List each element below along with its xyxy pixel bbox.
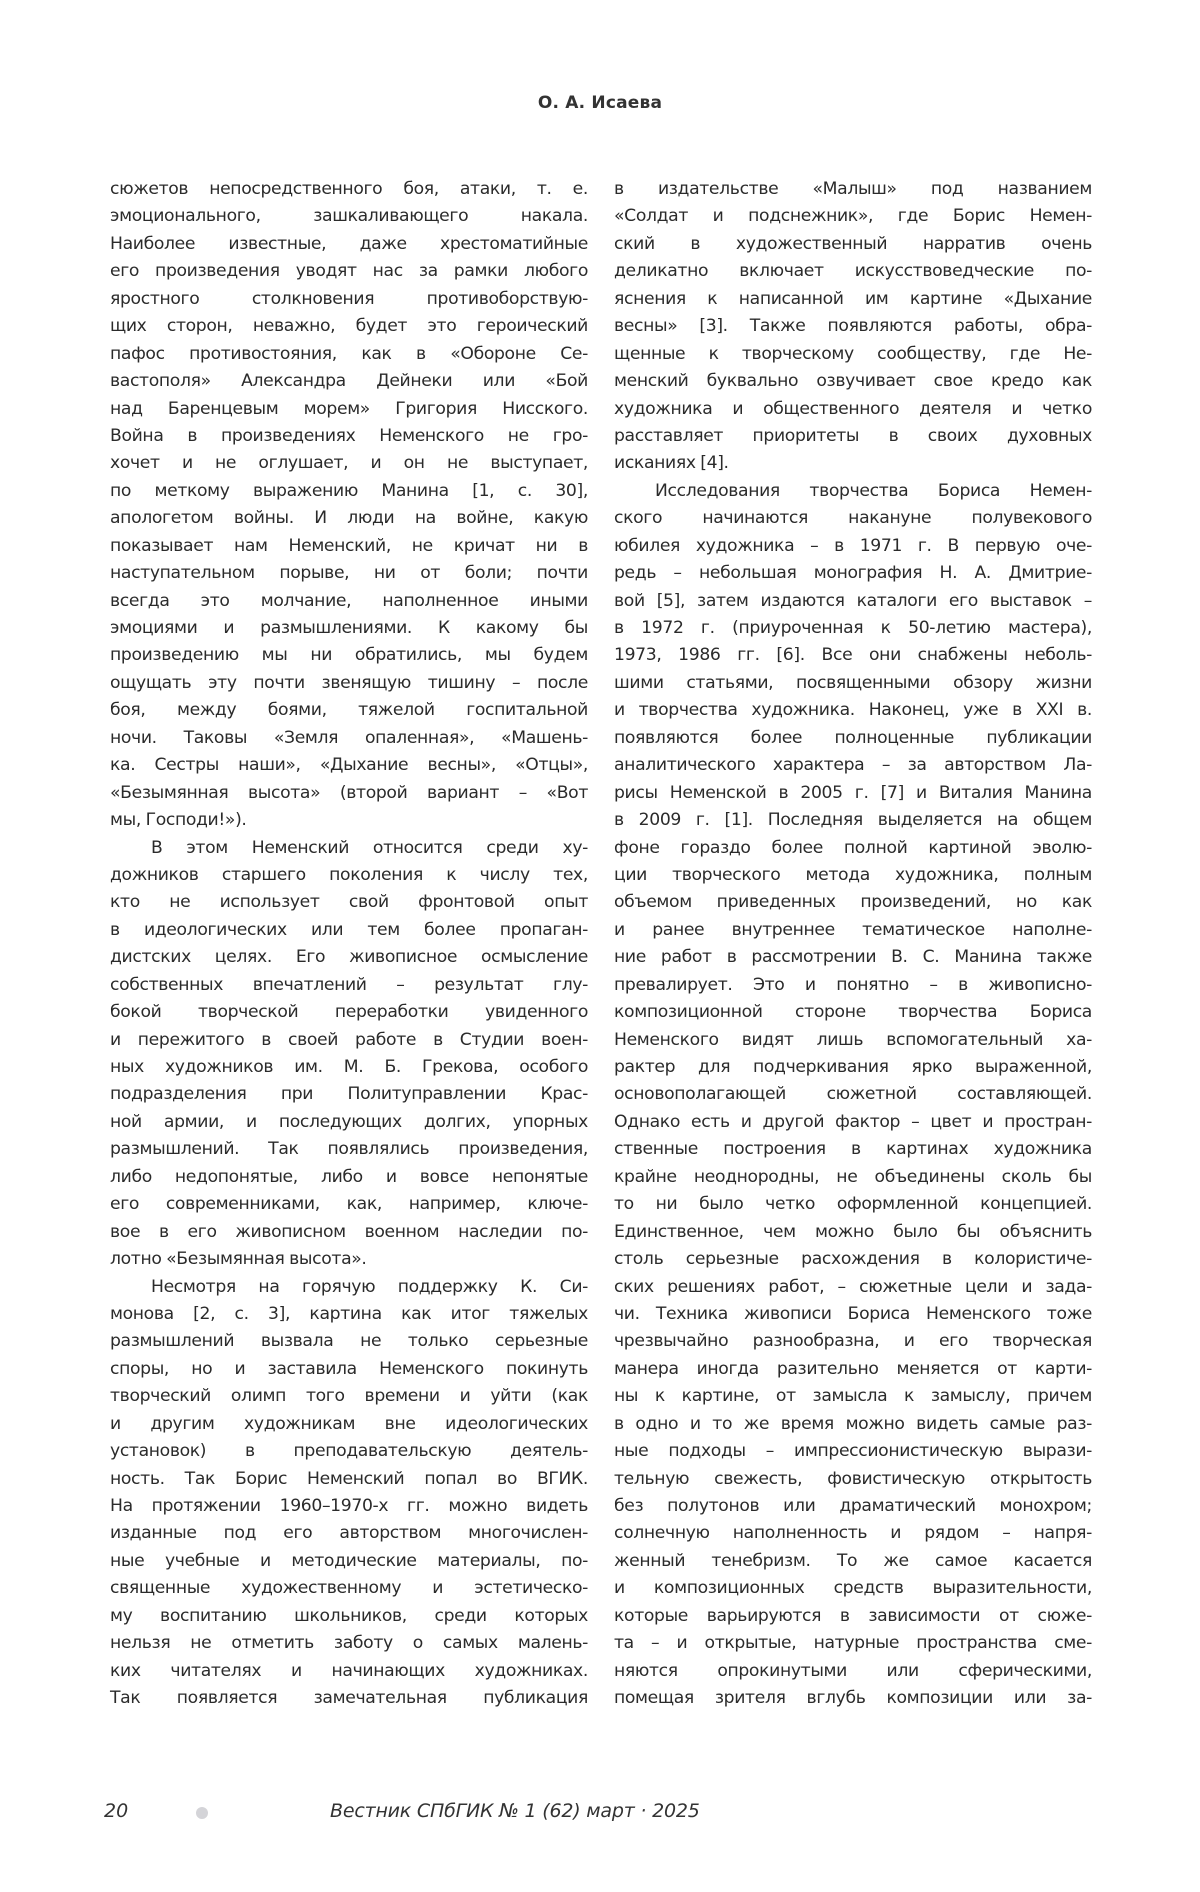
text-line: ких читателях и начинающих художниках. xyxy=(110,1660,588,1681)
text-line: размышлений вызвала не только серьезные xyxy=(110,1331,588,1352)
text-line: его произведения уводят нас за рамки любого xyxy=(110,261,588,282)
text-line: Исследования творчества Бориса Немен- xyxy=(655,480,1092,501)
text-line: ночи. Таковы «Земля опаленная», «Машень- xyxy=(110,727,588,748)
text-line: которые варьируются в зависимости от сюже- xyxy=(614,1605,1092,1626)
text-line: в издательстве «Малыш» под названием xyxy=(614,179,1092,199)
text-line: без полутонов или драматический монохром; xyxy=(614,1496,1092,1516)
text-line: боя, между боями, тяжелой госпитальной xyxy=(110,700,588,721)
text-line: его современниками, как, например, ключе- xyxy=(110,1194,588,1215)
text-line: и ранее внутреннее тематическое наполне- xyxy=(614,919,1092,940)
text-line: ной армии, и последующих долгих, упорных xyxy=(110,1111,588,1132)
text-line: На протяжении 1960–1970-х гг. можно видеть xyxy=(110,1496,588,1516)
running-head-author: О. А. Исаева xyxy=(537,93,663,113)
text-line: менский буквально озвучивает свое кредо как xyxy=(614,371,1092,392)
text-line: установок) в преподавательскую деятель- xyxy=(110,1441,588,1462)
text-line: ние работ в рассмотрении В. С. Манина также xyxy=(614,947,1092,968)
text-line: пафос противостояния, как в «Обороне Се- xyxy=(110,343,588,364)
text-line: щенные к творческому сообществу, где Не- xyxy=(614,343,1092,364)
text-line: фоне гораздо более полной картиной эволю- xyxy=(614,837,1092,858)
text-line: собственных впечатлений – результат глу- xyxy=(110,974,588,995)
left-column xyxy=(110,176,588,1713)
dot-icon xyxy=(196,1807,208,1819)
text-line: эмоционального, зашкаливающего накала. xyxy=(110,206,588,227)
text-line: ский в художественный нарратив очень xyxy=(614,233,1092,254)
text-line: лотно «Безымянная высота». xyxy=(110,1249,367,1270)
text-line: композиционной стороне творчества Бориса xyxy=(614,1002,1092,1023)
text-line: Неменского видят лишь вспомогательный ха- xyxy=(614,1029,1092,1050)
text-line: Так появляется замечательная публикация xyxy=(110,1688,588,1709)
text-line: превалирует. Это и понятно – в живописно- xyxy=(614,974,1092,995)
text-line: и другим художникам вне идеологических xyxy=(110,1413,588,1434)
text-line: ные подходы – импрессионистическую вырази- xyxy=(614,1441,1092,1462)
text-line: чрезвычайно разнообразна, и его творческая xyxy=(614,1331,1092,1352)
text-line: размышлений. Так появлялись произведения, xyxy=(110,1139,588,1160)
text-line: изданные под его авторством многочислен- xyxy=(110,1523,588,1544)
text-line: в одно и то же время можно видеть самые раз- xyxy=(614,1413,1092,1434)
text-line: сюжетов непосредственного боя, атаки, т. е. xyxy=(110,179,588,199)
text-line: ощущать эту почти звенящую тишину – после xyxy=(110,672,588,693)
text-line: вое в его живописном военном наследии по- xyxy=(110,1221,588,1242)
text-line: священные художественному и эстетическо- xyxy=(110,1578,588,1599)
text-line: мы, Господи!»). xyxy=(110,810,247,831)
text-line: няются опрокинутыми или сферическими, xyxy=(614,1660,1092,1681)
text-line: подразделения при Политуправлении Крас- xyxy=(110,1084,588,1105)
text-line: споры, но и заставила Неменского покинуть xyxy=(110,1358,588,1379)
text-line: Война в произведениях Неменского не гро- xyxy=(110,425,588,446)
text-line: ского начинаются накануне полувекового xyxy=(614,508,1092,529)
text-line: и композиционных средств выразительности, xyxy=(614,1578,1092,1599)
text-line: либо недопонятые, либо и вовсе непонятые xyxy=(110,1166,588,1187)
page-number: 20 xyxy=(104,1800,129,1822)
text-line: Несмотря на горячую поддержку К. Си- xyxy=(151,1276,588,1297)
text-line: кто не использует свой фронтовой опыт xyxy=(110,892,588,913)
text-line: над Баренцевым морем» Григория Нисского. xyxy=(110,398,588,419)
text-line: та – и открытые, натурные пространства сме- xyxy=(614,1633,1092,1654)
text-line: исканиях [4]. xyxy=(614,453,729,474)
text-line: крайне неоднородны, не объединены сколь бы xyxy=(614,1166,1092,1187)
text-line: ных художников им. М. Б. Грекова, особого xyxy=(110,1057,588,1077)
text-line: ность. Так Борис Неменский попал во ВГИК. xyxy=(110,1468,588,1489)
text-line: Однако есть и другой фактор – цвет и простран- xyxy=(614,1111,1092,1132)
text-line: художника и общественного деятеля и четко xyxy=(614,398,1092,419)
text-line: эмоциями и размышлениями. К какому бы xyxy=(110,618,588,638)
text-line: творческий олимп того времени и уйти (как xyxy=(110,1386,588,1407)
text-line: в 2009 г. [1]. Последняя выделяется на общем xyxy=(614,810,1092,831)
text-line: дистских целях. Его живописное осмысление xyxy=(110,947,588,968)
right-column xyxy=(614,176,1092,1713)
text-line: помещая зрителя вглубь композиции или за- xyxy=(614,1688,1092,1709)
text-line: и пережитого в своей работе в Студии воен- xyxy=(110,1029,588,1050)
text-line: показывает нам Неменский, не кричат ни в xyxy=(110,535,588,556)
text-line: солнечную наполненность и рядом – напря- xyxy=(614,1523,1092,1544)
text-line: монова [2, с. 3], картина как итог тяжелых xyxy=(110,1303,588,1324)
text-line: хочет и не оглушает, и он не выступает, xyxy=(110,453,588,474)
text-line: наступательном порыве, ни от боли; почти xyxy=(110,563,588,584)
text-line: рактер для подчеркивания ярко выраженной, xyxy=(614,1057,1092,1077)
text-line: яснения к написанной им картине «Дыхание xyxy=(614,288,1092,309)
text-line: объемом приведенных произведений, но как xyxy=(614,892,1092,913)
text-line: деликатно включает искусствоведческие по- xyxy=(614,261,1092,282)
text-line: в 1972 г. (приуроченная к 50-летию мастера), xyxy=(614,618,1092,638)
journal-issue: Вестник СПбГИК № 1 (62) март · 2025 xyxy=(330,1800,700,1822)
text-line: весны» [3]. Также появляются работы, обра- xyxy=(614,316,1092,337)
text-line: тельную свежесть, фовистическую открытость xyxy=(614,1468,1092,1489)
text-line: по меткому выражению Манина [1, с. 30], xyxy=(110,480,588,501)
text-line: столь серьезные расхождения в колористиче- xyxy=(614,1249,1092,1270)
text-line: аналитического характера – за авторством Ла- xyxy=(614,755,1092,776)
text-line: и творчества художника. Наконец, уже в XXI в. xyxy=(614,700,1092,721)
text-line: юбилея художника – в 1971 г. В первую оче- xyxy=(614,535,1092,556)
text-line: «Солдат и подснежник», где Борис Немен- xyxy=(614,206,1092,227)
text-line: яростного столкновения противоборствую- xyxy=(110,288,588,309)
text-line: женный тенебризм. То же самое касается xyxy=(614,1550,1092,1571)
text-line: появляются более полноценные публикации xyxy=(614,727,1092,748)
text-line: основополагающей сюжетной составляющей. xyxy=(614,1084,1092,1105)
text-line: В этом Неменский относится среди ху- xyxy=(151,837,588,858)
text-line: редь – небольшая монография Н. А. Дмитрие- xyxy=(614,563,1092,584)
text-line: вастополя» Александра Дейнеки или «Бой xyxy=(110,371,588,392)
text-line: вой [5], затем издаются каталоги его выставок – xyxy=(614,590,1092,611)
text-line: му воспитанию школьников, среди которых xyxy=(110,1605,588,1626)
text-line: произведению мы ни обратились, мы будем xyxy=(110,645,588,666)
text-line: «Безымянная высота» (второй вариант – «Вот xyxy=(110,782,588,803)
text-line: всегда это молчание, наполненное иными xyxy=(110,590,588,611)
text-line: расставляет приоритеты в своих духовных xyxy=(614,425,1092,446)
page-footer xyxy=(0,1800,1200,1830)
text-line: апологетом войны. И люди на войне, какую xyxy=(110,508,588,529)
text-line: Единственное, чем можно было бы объяснить xyxy=(614,1221,1092,1242)
text-line: ственные построения в картинах художника xyxy=(614,1139,1092,1160)
text-line: 1973, 1986 гг. [6]. Все они снабжены неболь- xyxy=(614,645,1092,666)
text-line: щих сторон, неважно, будет это героический xyxy=(110,316,588,337)
text-line: нельзя не отметить заботу о самых малень- xyxy=(110,1633,588,1654)
text-line: ные учебные и методические материалы, по- xyxy=(110,1550,588,1571)
text-line: шими статьями, посвященными обзору жизни xyxy=(614,672,1092,693)
text-line: то ни было четко оформленной концепцией. xyxy=(614,1194,1092,1215)
text-line: рисы Неменской в 2005 г. [7] и Виталия Манина xyxy=(614,782,1092,803)
text-line: чи. Техника живописи Бориса Неменского тоже xyxy=(614,1303,1092,1324)
text-line: манера иногда разительно меняется от карти- xyxy=(614,1358,1092,1379)
text-line: ка. Сестры наши», «Дыхание весны», «Отцы», xyxy=(110,755,588,776)
text-line: бокой творческой переработки увиденного xyxy=(110,1002,588,1023)
text-line: ны к картине, от замысла к замыслу, причем xyxy=(614,1386,1092,1407)
text-line: Наиболее известные, даже хрестоматийные xyxy=(110,233,588,254)
text-line: в идеологических или тем более пропаган- xyxy=(110,919,588,940)
text-line: ции творческого метода художника, полным xyxy=(614,864,1092,885)
text-line: дожников старшего поколения к числу тех, xyxy=(110,864,588,885)
text-line: ских решениях работ, – сюжетные цели и зада- xyxy=(614,1276,1092,1297)
